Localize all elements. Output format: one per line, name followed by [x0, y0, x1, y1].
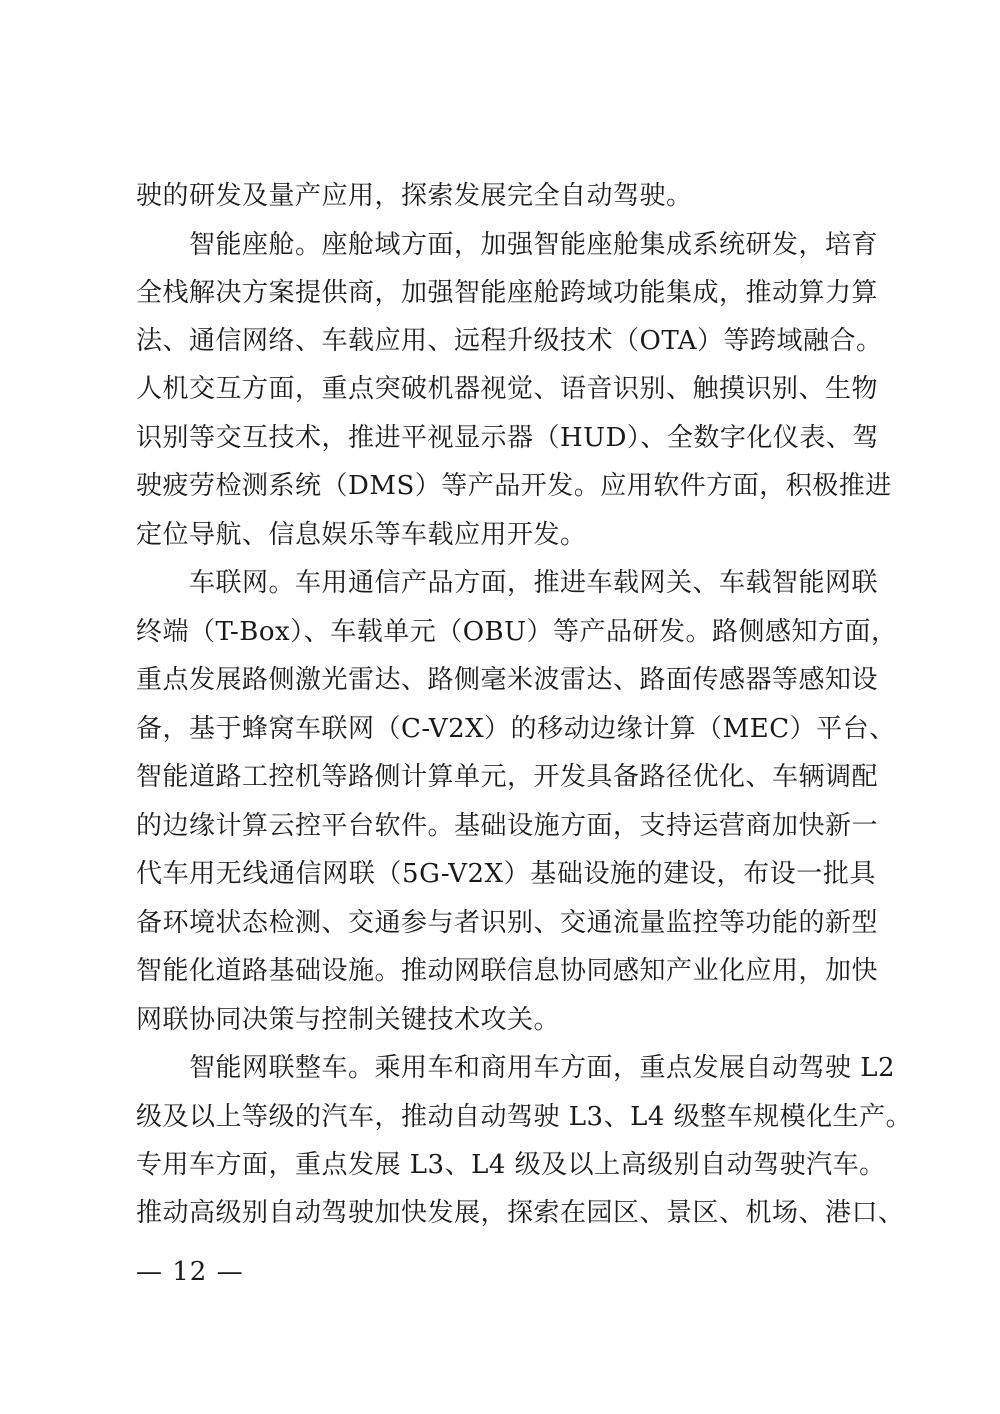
text-line-12: 备，基于蜂窝车联网（C-V2X）的移动边缘计算（MEC）平台、 — [136, 714, 896, 744]
text-line-17: 智能化道路基础设施。推动网联信息协同感知产业化应用，加快 — [136, 956, 879, 986]
text-line-5: 人机交互方面，重点突破机器视觉、语音识别、触摸识别、生物 — [136, 374, 879, 404]
text-line-21: 专用车方面，重点发展 L3、L4 级及以上高级别自动驾驶汽车。 — [136, 1150, 886, 1180]
text-line-6: 识别等交互技术，推进平视显示器（HUD）、全数字化仪表、驾 — [136, 423, 879, 453]
text-line-19: 智能网联整车。乘用车和商用车方面，重点发展自动驾驶 L2 — [136, 1053, 896, 1083]
page-number: — 12 — — [136, 1257, 244, 1287]
text-line-14: 的边缘计算云控平台软件。基础设施方面，支持运营商加快新一 — [136, 811, 879, 841]
text-line-8: 定位导航、信息娱乐等车载应用开发。 — [136, 520, 587, 550]
text-line-9: 车联网。车用通信产品方面，推进车载网关、车载智能网联 — [136, 568, 879, 598]
text-line-20: 级及以上等级的汽车，推动自动驾驶 L3、L4 级整车规模化生产。 — [136, 1102, 913, 1132]
text-line-10: 终端（T-Box）、车载单元（OBU）等产品研发。路侧感知方面， — [136, 617, 898, 647]
text-line-13: 智能道路工控机等路侧计算单元，开发具备路径优化、车辆调配 — [136, 762, 879, 792]
text-line-3: 全栈解决方案提供商，加强智能座舱跨域功能集成，推动算力算 — [136, 278, 879, 308]
text-line-22: 推动高级别自动驾驶加快发展，探索在园区、景区、机场、港口、 — [136, 1198, 905, 1228]
text-line-4: 法、通信网络、车载应用、远程升级技术（OTA）等跨域融合。 — [136, 326, 883, 356]
text-line-18: 网联协同决策与控制关键技术攻关。 — [136, 1005, 561, 1035]
text-line-2: 智能座舱。座舱域方面，加强智能座舱集成系统研发，培育 — [136, 230, 879, 260]
text-line-11: 重点发展路侧激光雷达、路侧毫米波雷达、路面传感器等感知设 — [136, 665, 879, 695]
text-line-1: 驶的研发及量产应用，探索发展完全自动驾驶。 — [136, 181, 693, 211]
text-line-16: 备环境状态检测、交通参与者识别、交通流量监控等功能的新型 — [136, 908, 879, 938]
text-line-7: 驶疲劳检测系统（DMS）等产品开发。应用软件方面，积极推进 — [136, 471, 892, 501]
text-line-15: 代车用无线通信网联（5G-V2X）基础设施的建设，布设一批具 — [136, 859, 876, 889]
